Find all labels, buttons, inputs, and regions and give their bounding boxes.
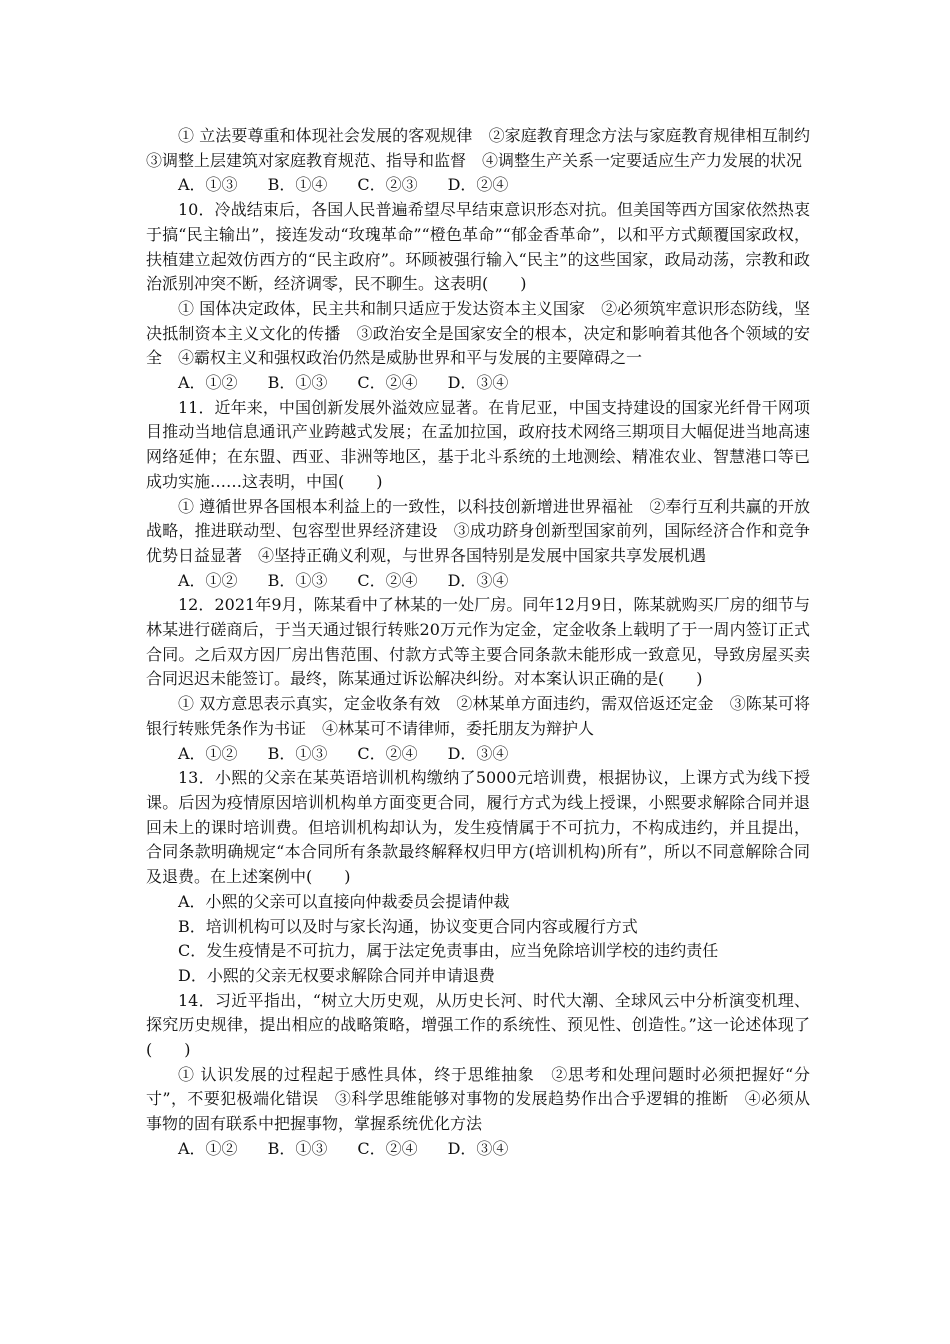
- q12-statements: ① 双方意思表示真实，定金收条有效 ②林某单方面违约，需双倍返还定金 ③陈某可将银行转账凭条作为书证 ④林某可不请律师，委托朋友为辩护人: [146, 694, 810, 738]
- q10-option-b[interactable]: B．①③: [267, 373, 328, 393]
- q11-stem: 11．近年来，中国创新发展外溢效应显著。在肯尼亚，中国支持建设的国家光纤骨干网项目推动当地信息通讯产业跨越式发展；在孟加拉国，政府技术网络三期项目大幅促进当地高速网络延伸；在东盟、西亚、非洲等地区，基于北斗系统的土地测绘、精准农业、智慧港口等已成功实施……这表明，中国( ): [146, 397, 810, 491]
- q13-choice-d[interactable]: D．小熙的父亲无权要求解除合同并申请退费: [178, 965, 495, 985]
- q11-statements: ① 遵循世界各国根本利益上的一致性，以科技创新增进世界福祉 ②奉行互利共赢的开放战略，推进联动型、包容型世界经济建设 ③成功跻身创新型国家前列，国际经济合作和竞争优势日益显著 ④坚持正确义利观，与世界各国特别是发展中国家共享发展机遇: [146, 496, 810, 565]
- q12-stem: 12．2021年9月，陈某看中了林某的一处厂房。同年12月9日，陈某就购买厂房的细节与林某进行磋商后，于当天通过银行转账20万元作为定金，定金收条上载明了于一周内签订正式合同。之后双方因厂房出售范围、付款方式等主要合同条款未能形成一致意见，导致房屋买卖合同迟迟未能签订。最终，陈某通过诉讼解决纠纷。对本案认识正确的是( ): [146, 595, 810, 689]
- q9-statements: ① 立法要尊重和体现社会发展的客观规律 ②家庭教育理念方法与家庭教育规律相互制约 ③调整上层建筑对家庭教育规范、指导和监督 ④调整生产关系一定要适应生产力发展的状况: [146, 126, 827, 170]
- q9-options: [146, 173, 810, 198]
- exam-page: [146, 124, 827, 1162]
- q9-option-c[interactable]: C．②③: [357, 175, 418, 195]
- q14-option-c[interactable]: C．②④: [357, 1138, 418, 1158]
- q10-stem: 10．冷战结束后，各国人民普遍希望尽早结束意识形态对抗。但美国等西方国家依然热衷于搞“民主输出”，接连发动“玫瑰革命”“橙色革命”“郁金香革命”，以和平方式颠覆国家政权，扶植建立起效仿西方的“民主政府”。环顾被强行输入“民主”的这些国家，政局动荡，宗教和政治派别冲突不断，经济调零，民不聊生。这表明( ): [146, 200, 810, 294]
- q9-option-a[interactable]: A．①③: [178, 175, 238, 195]
- q11-option-a[interactable]: A．①②: [178, 570, 238, 590]
- q11-options: [146, 569, 810, 594]
- q14-stem: 14．习近平指出，“树立大历史观，从历史长河、时代大潮、全球风云中分析演变机理、探究历史规律，提出相应的战略策略，增强工作的系统性、预见性、创造性。”这一论述体现了( ): [146, 990, 810, 1060]
- q12-options: [146, 742, 810, 767]
- q14-options: [146, 1137, 810, 1162]
- q10-statements: ① 国体决定政体，民主共和制只适应于发达资本主义国家 ②必须筑牢意识形态防线，坚决抵制资本主义文化的传播 ③政治安全是国家安全的根本，决定和影响着其他各个领域的安全 ④霸权主义和强权政治仍然是威胁世界和平与发展的主要障碍之一: [146, 298, 810, 368]
- q10-options: [146, 371, 810, 396]
- q10-option-c[interactable]: C．②④: [357, 373, 418, 393]
- q10-option-a[interactable]: A．①②: [178, 373, 238, 393]
- q14-option-d[interactable]: D．③④: [447, 1138, 509, 1158]
- q13-stem: 13．小熙的父亲在某英语培训机构缴纳了5000元培训费，根据协议，上课方式为线下授课。后因为疫情原因培训机构单方面变更合同，履行方式为线上授课，小熙要求解除合同并退回未上的课时培训费。但培训机构却认为，发生疫情属于不可抗力，不构成违约，并且提出，合同条款明确规定“本合同所有条款最终解释权归甲方(培训机构)所有”，所以不同意解除合同及退费。在上述案例中( ): [146, 768, 810, 887]
- q14-option-a[interactable]: A．①②: [178, 1138, 238, 1158]
- q12-option-b[interactable]: B．①③: [267, 743, 328, 763]
- q9-option-d[interactable]: D．②④: [447, 175, 509, 195]
- q13-choice-b[interactable]: B．培训机构可以及时与家长沟通，协议变更合同内容或履行方式: [178, 916, 638, 936]
- q11-option-b[interactable]: B．①③: [267, 570, 328, 590]
- q9-option-b[interactable]: B．①④: [267, 175, 328, 195]
- q14-statements: ① 认识发展的过程起于感性具体，终于思维抽象 ②思考和处理问题时必须把握好“分寸”，不要犯极端化错误 ③科学思维能够对事物的发展趋势作出合乎逻辑的推断 ④必须从事物的固有联系中把握事物，掌握系统优化方法: [146, 1064, 810, 1134]
- q12-option-a[interactable]: A．①②: [178, 743, 238, 763]
- q13-choice-c[interactable]: C．发生疫情是不可抗力，属于法定免责事由，应当免除培训学校的违约责任: [178, 941, 719, 961]
- q12-option-d[interactable]: D．③④: [447, 743, 509, 763]
- q10-option-d[interactable]: D．③④: [447, 373, 509, 393]
- q13-choice-a[interactable]: A．小熙的父亲可以直接向仲裁委员会提请仲裁: [178, 891, 510, 911]
- q12-option-c[interactable]: C．②④: [357, 743, 418, 763]
- q11-option-c[interactable]: C．②④: [357, 570, 418, 590]
- q14-option-b[interactable]: B．①③: [267, 1138, 328, 1158]
- q11-option-d[interactable]: D．③④: [447, 570, 509, 590]
